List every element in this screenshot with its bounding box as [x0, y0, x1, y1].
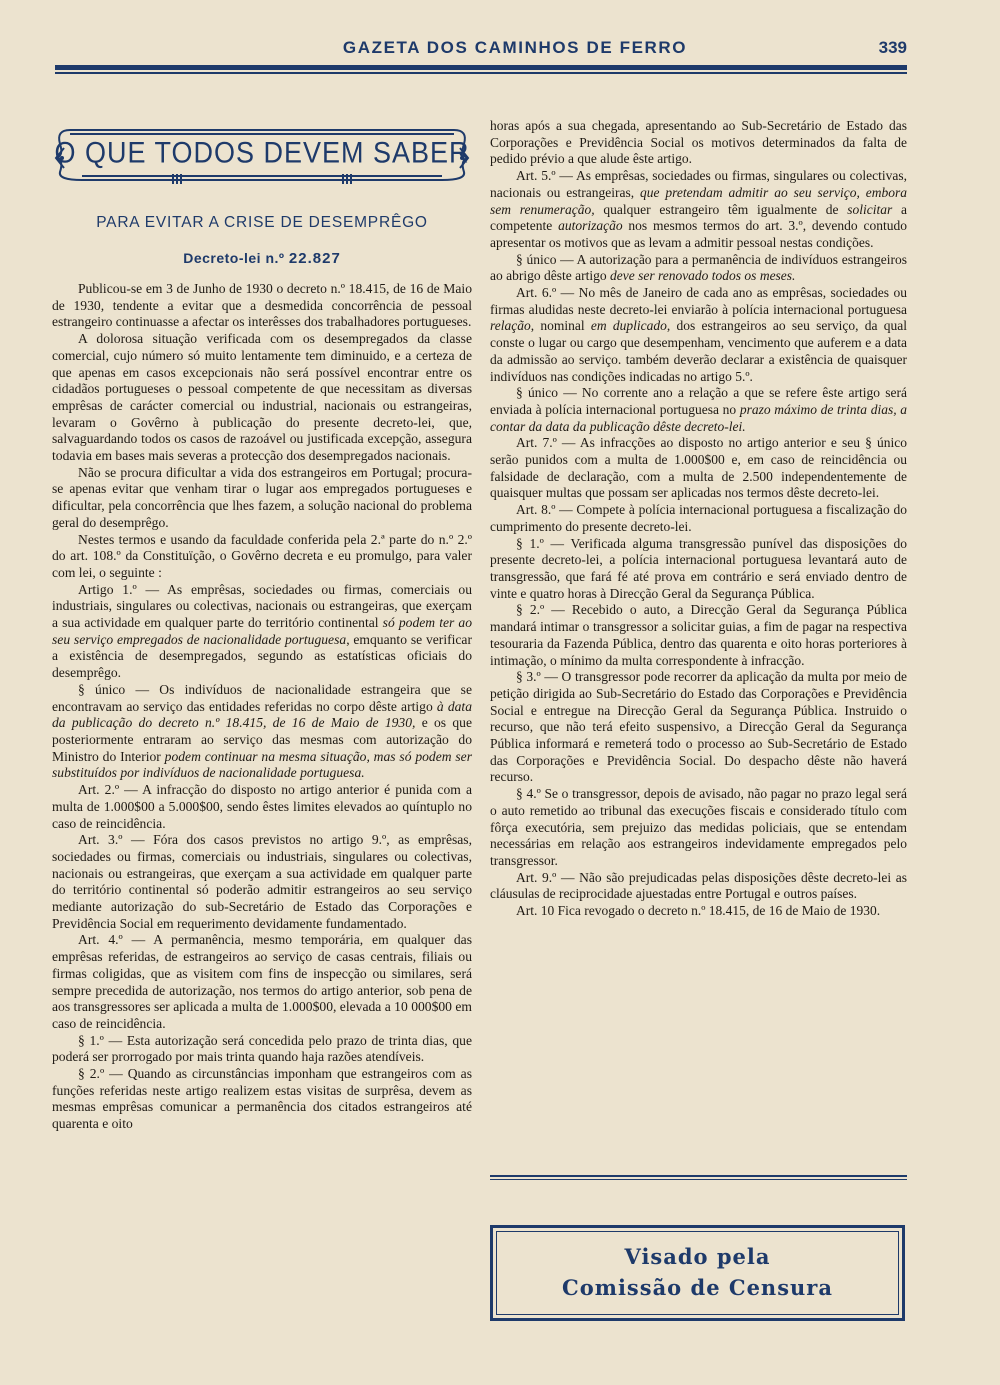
- left-column-body: [52, 281, 472, 1133]
- emphasis-text: relação: [490, 318, 531, 334]
- paragraph: [52, 465, 472, 532]
- paragraph: [52, 1033, 472, 1066]
- paragraph-text: Art. 6.º — No mês de Janeiro de cada ano as emprêsas, sociedades ou firmas aludidas neste decreto-lei enviarão à polícia internacional portuguesa: [490, 285, 907, 317]
- decree-label: Decreto-lei n.º: [183, 250, 285, 266]
- emphasis-text: em duplicado: [590, 318, 667, 334]
- paragraph: [490, 602, 907, 669]
- paragraph-text: Publicou-se em 3 de Junho de 1930 o decreto n.º 18.415, de 16 de Maio de 1930, tendente a evitar que a desmedida concorrência de pessoal estrangeiro continuasse a afectar os interêsses dos trabalhadores portugueses.: [52, 281, 472, 330]
- paragraph-text: § 2.º — Quando as circunstâncias imponham que estrangeiros com as funções referidas neste artigo realizem estas visitas de surprêsa, devem as mesmas emprêsas comunicar a permanência dos citados estrangeiros até quarenta e oito: [52, 1066, 472, 1132]
- paragraph-text: e os que posteriormente entraram ao serviço das mesmas com autorização do Ministro do Interior: [52, 715, 472, 764]
- paragraph-text: § 1.º — Verificada alguma transgressão punível das disposições do presente decreto-lei, a polícia internacional portuguesa levantará auto de transgressão, que fará fé até prova em contrário e será enviado dentro de vinte e quatro horas à Direcção Geral da Segurança Pública.: [490, 535, 907, 601]
- paragraph: [490, 536, 907, 603]
- decree-heading: [52, 250, 472, 267]
- paragraph-text: , emquanto se verificar a existência de desempregados, segundo as estatísticas oficiais do desemprêgo.: [52, 631, 472, 681]
- section-heading: PARA EVITAR A CRISE DE DESEMPRÊGO: [96, 214, 428, 231]
- censor-line-2: Comissão de Censura: [562, 1275, 833, 1300]
- right-column-body: [490, 118, 907, 920]
- article-banner: [52, 118, 472, 188]
- censorship-stamp-box: [490, 1225, 905, 1321]
- page-number: 339: [878, 38, 907, 57]
- paragraph: [490, 870, 907, 903]
- paragraph-text: Não se procura dificultar a vida dos estrangeiros em Portugal; procura-se apenas evitar que venham tirar o lugar aos empregados portugueses e dificultar, pela concorrência que lhes fazem, a solução nacional do problema geral do desemprêgo.: [52, 464, 472, 530]
- paragraph-text: nos mesmos termos do art. 3.º, devendo contudo apresentar os motivos que as levam a admitir pessoal nestas condições.: [490, 218, 907, 250]
- paragraph-text: Art. 10 Fica revogado o decreto n.º 18.415, de 16 de Maio de 1930.: [516, 903, 881, 919]
- paragraph-text: , nominal: [530, 318, 591, 334]
- paragraph: [490, 252, 907, 285]
- paragraph: [52, 682, 472, 782]
- paragraph: [490, 385, 907, 435]
- emphasis-text: à data da publicação do decreto n.º 18.415, de 16 de Maio de 1930,: [52, 698, 472, 731]
- footer-rule-thick: [490, 1175, 907, 1177]
- emphasis-text: podem continuar na mesma situação, mas só podem ser substituídos por indivíduos de nacionalidade portuguesa.: [52, 748, 472, 781]
- paragraph: [52, 832, 472, 932]
- footer-rule-thin: [490, 1179, 907, 1180]
- decree-number: 22.827: [288, 250, 341, 267]
- paragraph-text: Art. 5.º — As emprêsas, sociedades ou firmas, singulares ou colectivas, nacionais ou estrangeiras,: [490, 168, 907, 200]
- paragraph: [52, 782, 472, 832]
- paragraph: [52, 932, 472, 1032]
- paragraph: [52, 1066, 472, 1133]
- emphasis-text: autorização: [558, 218, 623, 234]
- paragraph-text: § único — A autorização para a permanência de indivíduos estrangeiros ao abrigo dêste artigo: [490, 251, 907, 284]
- paragraph-text: § único — No corrente ano a relação a que se refere êste artigo será enviada à polícia internacional portuguesa no: [490, 385, 907, 417]
- paragraph-text: , dos estrangeiros ao seu serviço, da qual conste o lugar ou cargo que desempenham, vencimento que auferem e a data da admissão ao serviço. também deverão declarar a existência de quaisquer indivíduos nas condições indicadas no artigo 5.º.: [490, 318, 907, 384]
- emphasis-text: só podem ter ao seu serviço empregados de nacionalidade portuguesa: [52, 615, 473, 647]
- paragraph: [490, 903, 907, 920]
- paragraph-text: § 2.º — Recebido o auto, a Direcção Geral da Segurança Pública mandará intimar o transgressor a solicitar guias, a fim de pagar na respectiva tesouraria da Fazenda Pública, dentro das quarenta e oito horas porteriores à intimação, o mínimo da multa correspondente à infracção.: [490, 602, 907, 668]
- left-column: [52, 118, 472, 1133]
- paragraph: [52, 532, 472, 582]
- paragraph-text: Artigo 1.º — As emprêsas, sociedades ou firmas, comerciais ou industriais, singulares ou colectivas, nacionais ou estrangeiras, que exerçam a sua actividade em qualquer parte do território continental: [52, 581, 472, 631]
- running-header: [55, 38, 907, 60]
- emphasis-text: solicitar: [847, 201, 893, 217]
- paragraph-text: Art. 3.º — Fóra dos casos previstos no artigo 9.º, as emprêsas, sociedades ou firmas, comerciais ou industriais, singulares ou colectivas, nacionais ou estrangeiras, que exerçam a sua actividade em qualquer parte do território continental só poderão admitir estrangeiros ao seu serviço mediante autorização do sub-Secretário de Estado das Corporações e Previdência Social em requerimento devidamente fundamentado.: [52, 832, 472, 931]
- paragraph: [490, 786, 907, 870]
- header-rule-thin: [55, 72, 907, 74]
- paragraph-text: horas após a sua chegada, apresentando ao Sub-Secretário de Estado das Corporações e Previdência Social os motivos determinados da falta de pedido prévio a que alude êste artigo.: [490, 118, 907, 167]
- paragraph-text: § 3.º — O transgressor pode recorrer da aplicação da multa por meio de petição dirigida ao Sub-Secretário do Estado das Corporações e Previdência Social e entregue na Direcção Geral da Segurança Pública. Instruido o recurso, que não terá efeito suspensivo, a Direcção Geral da Segurança Pública informará e remeterá todo o processo ao Sub-Secretário de Estado das Corporações e Previdência Social. Do despacho dêste não haverá recurso.: [490, 669, 907, 785]
- paragraph: [52, 582, 472, 682]
- paragraph-text: a competente: [490, 201, 908, 234]
- journal-title: GAZETA DOS CAMINHOS DE FERRO: [342, 38, 688, 57]
- paragraph: [490, 502, 907, 535]
- paragraph: [490, 285, 907, 385]
- paragraph-text: Art. 7.º — As infracções ao disposto no artigo anterior e seu § único serão punidos com a multa de 1.000$00 e, em caso de reincidência ou falsidade de declaração, com a multa de 2.500 independentemente de quaisquer multas que possam ser aplicadas nos termos dêste decreto-lei.: [490, 435, 907, 501]
- paragraph: [52, 331, 472, 465]
- paragraph-text: Art. 8.º — Compete à polícia internacional portuguesa a fiscalização do cumprimento do presente decreto-lei.: [490, 502, 907, 534]
- paragraph-text: Art. 2.º — A infracção do disposto no artigo anterior é punida com a multa de 1.000$00 a 5.000$00, sendo êstes limites elevados ao quíntuplo no caso de reincidência.: [52, 782, 472, 831]
- paragraph: [490, 669, 907, 786]
- paragraph-text: § 1.º — Esta autorização será concedida pelo prazo de trinta dias, que poderá ser prorrogado por mais trinta quando haja razões atendíveis.: [52, 1032, 472, 1065]
- paragraph: [490, 435, 907, 502]
- right-column: [490, 118, 907, 920]
- paragraph-text: Nestes termos e usando da faculdade conferida pela 2.ª parte do n.º 2.º do art. 108.º da Constituïção, o Govêrno decreta e eu promulgo, para valer com lei, o seguinte :: [52, 531, 472, 580]
- paragraph-text: A dolorosa situação verificada com os desempregados da classe comercial, cujo número só muito lentamente tem diminuido, e a certeza de que apenas em casos excepcionais não será possível encontrar entre os cidadãos portugueses o pessoal competente de que necessitam as diversas emprêsas de carácter comercial ou industrial, nacionais ou estrangeiras, levaram o Govêrno à publicação do presente decreto-lei, que, salvaguardando todos os casos de razoável ou justificada excepção, assegura todavia em bases mais severas a protecção dos desempregados nacionais.: [52, 331, 472, 464]
- emphasis-text: deve ser renovado todos os meses.: [609, 268, 796, 284]
- banner-title: O QUE TODOS DEVEM SABER: [54, 136, 470, 170]
- censor-line-1: Visado pela: [624, 1244, 771, 1269]
- emphasis-text: que pretendam admitir ao seu serviço, embora sem renumeração,: [490, 184, 907, 217]
- paragraph-text: Art. 9.º — Não são prejudicadas pelas disposições dêste decreto-lei as cláusulas de reciprocidade ajuestadas entre Portugal e outros países.: [490, 869, 907, 902]
- paragraph-text: qualquer estrangeiro têm igualmente de: [594, 201, 848, 217]
- paragraph: [52, 281, 472, 331]
- emphasis-text: prazo máximo de trinta dias, a contar da data da publicação dêste decreto-lei.: [490, 401, 907, 434]
- paragraph: [490, 168, 907, 252]
- paragraph: [490, 118, 907, 168]
- paragraph-text: § 4.º Se o transgressor, depois de avisado, não pagar no prazo legal será o auto remetido ao tribunal das execuções fiscais e considerado título com fôrça executória, sem prejuizo das medidas policiais, que se entendam necessárias em relação aos estrangeiros indevidamente empregados pelo transgressor.: [490, 786, 907, 868]
- paragraph-text: § único — Os indivíduos de nacionalidade estrangeira que se encontravam ao serviço das entidades referidas no corpo dêste artigo: [52, 681, 472, 714]
- header-rule-thick: [55, 65, 907, 70]
- paragraph-text: Art. 4.º — A permanência, mesmo temporária, em qualquer das emprêsas referidas, de estrangeiros ao serviço de casas centrais, filiais ou firmas coligidas, que as visitem com fins de inspecção ou similares, será sempre precedida de autorização, nos termos do artigo anterior, sob pena de aos transgressores ser aplicada a multa de 1.000$00, elevada a 10 000$00 em caso de reincidência.: [52, 932, 472, 1031]
